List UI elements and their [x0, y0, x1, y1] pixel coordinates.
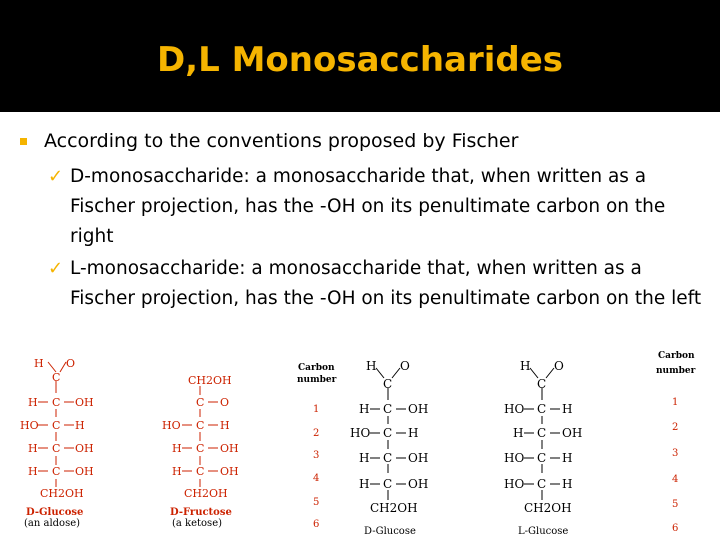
glucose-c5-oh: OH [75, 465, 94, 478]
glucose-c5-h: H [28, 465, 38, 478]
fructose-c2-o: O [220, 396, 230, 409]
fructose-c1: CH2OH [188, 374, 232, 387]
carbon-number: 4 [672, 474, 679, 485]
d-glucose-c1: C [383, 377, 393, 391]
checkmark-icon: ✓ [48, 166, 64, 187]
d-glucose-c5-h: H [359, 477, 370, 491]
glucose-c2: C [52, 396, 61, 409]
fructose-caption: D-Fructose [170, 507, 232, 518]
d-glucose-c2-oh: OH [408, 402, 429, 416]
subpoint-l [48, 254, 708, 314]
carbon-number: 3 [672, 448, 679, 459]
glucose-subcaption: (an aldose) [24, 518, 81, 529]
subpoint-d-text: D-monosaccharide: a monosaccharide that, when written as a Fischer projection, has the -OH on its penultimate carbon on the right [70, 166, 666, 247]
fructose-c6: CH2OH [184, 487, 228, 500]
carbon-number-header-left [297, 363, 337, 385]
fructose-c3-h: H [220, 419, 230, 432]
carbon-number: 6 [313, 519, 320, 530]
d-glucose-c1-o: O [400, 359, 410, 373]
subpoint-d [48, 162, 708, 252]
l-glucose-c4-ho: HO [504, 451, 525, 465]
carbon-number: 2 [313, 428, 320, 439]
carbon-header-line1: Carbon [298, 363, 335, 373]
d-glucose-c4-oh: OH [408, 451, 429, 465]
l-glucose-c4: C [537, 451, 547, 465]
l-glucose-c5: C [537, 477, 547, 491]
subpoint-l-text: L-monosaccharide: a monosaccharide that, when written as a Fischer projection, has the -OH on its penultimate carbon on the left [70, 258, 702, 309]
glucose-c2-oh: OH [75, 396, 94, 409]
l-glucose-c6: CH2OH [524, 501, 572, 515]
l-glucose-c5-ho: HO [504, 477, 525, 491]
fructose-structure [162, 374, 239, 529]
carbon-header-line1: Carbon [658, 351, 695, 361]
glucose-c4: C [52, 442, 61, 455]
glucose-c3-ho: HO [20, 419, 39, 432]
checkmark-icon: ✓ [48, 258, 64, 279]
d-glucose-c3: C [383, 426, 393, 440]
glucose-c6: CH2OH [40, 487, 84, 500]
d-glucose-c5: C [383, 477, 393, 491]
d-glucose-c2: C [383, 402, 393, 416]
glucose-c5: C [52, 465, 61, 478]
d-glucose-c6: CH2OH [370, 501, 418, 515]
fructose-c5-oh: OH [220, 465, 239, 478]
glucose-c1: C [52, 371, 61, 384]
l-glucose-c2: C [537, 402, 547, 416]
d-glucose-c1-h: H [366, 359, 377, 373]
fructose-c2: C [196, 396, 205, 409]
d-glucose-structure [350, 359, 428, 537]
carbon-header-line2: number [656, 366, 696, 376]
fischer-projection-figure [0, 348, 720, 540]
glucose-caption: D-Glucose [26, 507, 84, 518]
l-glucose-c1: C [537, 377, 547, 391]
bullet-square-icon [20, 138, 27, 145]
l-glucose-structure [504, 359, 582, 537]
d-glucose-label: D-Glucose [364, 526, 416, 537]
glucose-c2-h: H [28, 396, 38, 409]
glucose-c1-h: H [34, 357, 44, 370]
fructose-c4-h: H [172, 442, 182, 455]
d-glucose-c2-h: H [359, 402, 370, 416]
l-glucose-label: L-Glucose [518, 526, 569, 537]
fructose-c4-oh: OH [220, 442, 239, 455]
carbon-number: 6 [672, 523, 679, 534]
fructose-c5: C [196, 465, 205, 478]
l-glucose-c4-h: H [562, 451, 573, 465]
glucose-c4-h: H [28, 442, 38, 455]
glucose-structure [20, 357, 94, 529]
fructose-c5-h: H [172, 465, 182, 478]
carbon-number: 2 [672, 422, 679, 433]
glucose-c1-o: O [66, 357, 76, 370]
carbon-number: 3 [313, 450, 320, 461]
d-glucose-c4-h: H [359, 451, 370, 465]
carbon-header-line2: number [297, 375, 337, 385]
d-glucose-c5-oh: OH [408, 477, 429, 491]
carbon-number: 1 [313, 404, 320, 415]
d-glucose-c3-h: H [408, 426, 419, 440]
l-glucose-c1-o: O [554, 359, 564, 373]
carbon-number: 1 [672, 397, 679, 408]
d-glucose-c3-ho: HO [350, 426, 371, 440]
carbon-number-header-right [656, 351, 696, 376]
l-glucose-c2-h: H [562, 402, 573, 416]
carbon-number: 5 [672, 499, 679, 510]
carbon-number: 5 [313, 497, 320, 508]
l-glucose-c3-h: H [513, 426, 524, 440]
fructose-c3-ho: HO [162, 419, 181, 432]
l-glucose-c3: C [537, 426, 547, 440]
fructose-subcaption: (a ketose) [172, 518, 223, 529]
fructose-c4: C [196, 442, 205, 455]
d-glucose-c4: C [383, 451, 393, 465]
fischer-projections-svg [0, 348, 720, 540]
l-glucose-c2-ho: HO [504, 402, 525, 416]
carbon-numbers-left [313, 404, 319, 530]
main-bullet-text: According to the conventions proposed by Fischer [44, 130, 519, 152]
glucose-c3-h: H [75, 419, 85, 432]
glucose-c3: C [52, 419, 61, 432]
l-glucose-c1-h: H [520, 359, 531, 373]
glucose-c4-oh: OH [75, 442, 94, 455]
l-glucose-c5-h: H [562, 477, 573, 491]
title-bar [0, 0, 720, 112]
fructose-c3: C [196, 419, 205, 432]
carbon-numbers-right [672, 397, 678, 534]
carbon-number: 4 [313, 473, 320, 484]
l-glucose-c3-oh: OH [562, 426, 583, 440]
page-title: D,L Monosaccharides [156, 40, 564, 80]
